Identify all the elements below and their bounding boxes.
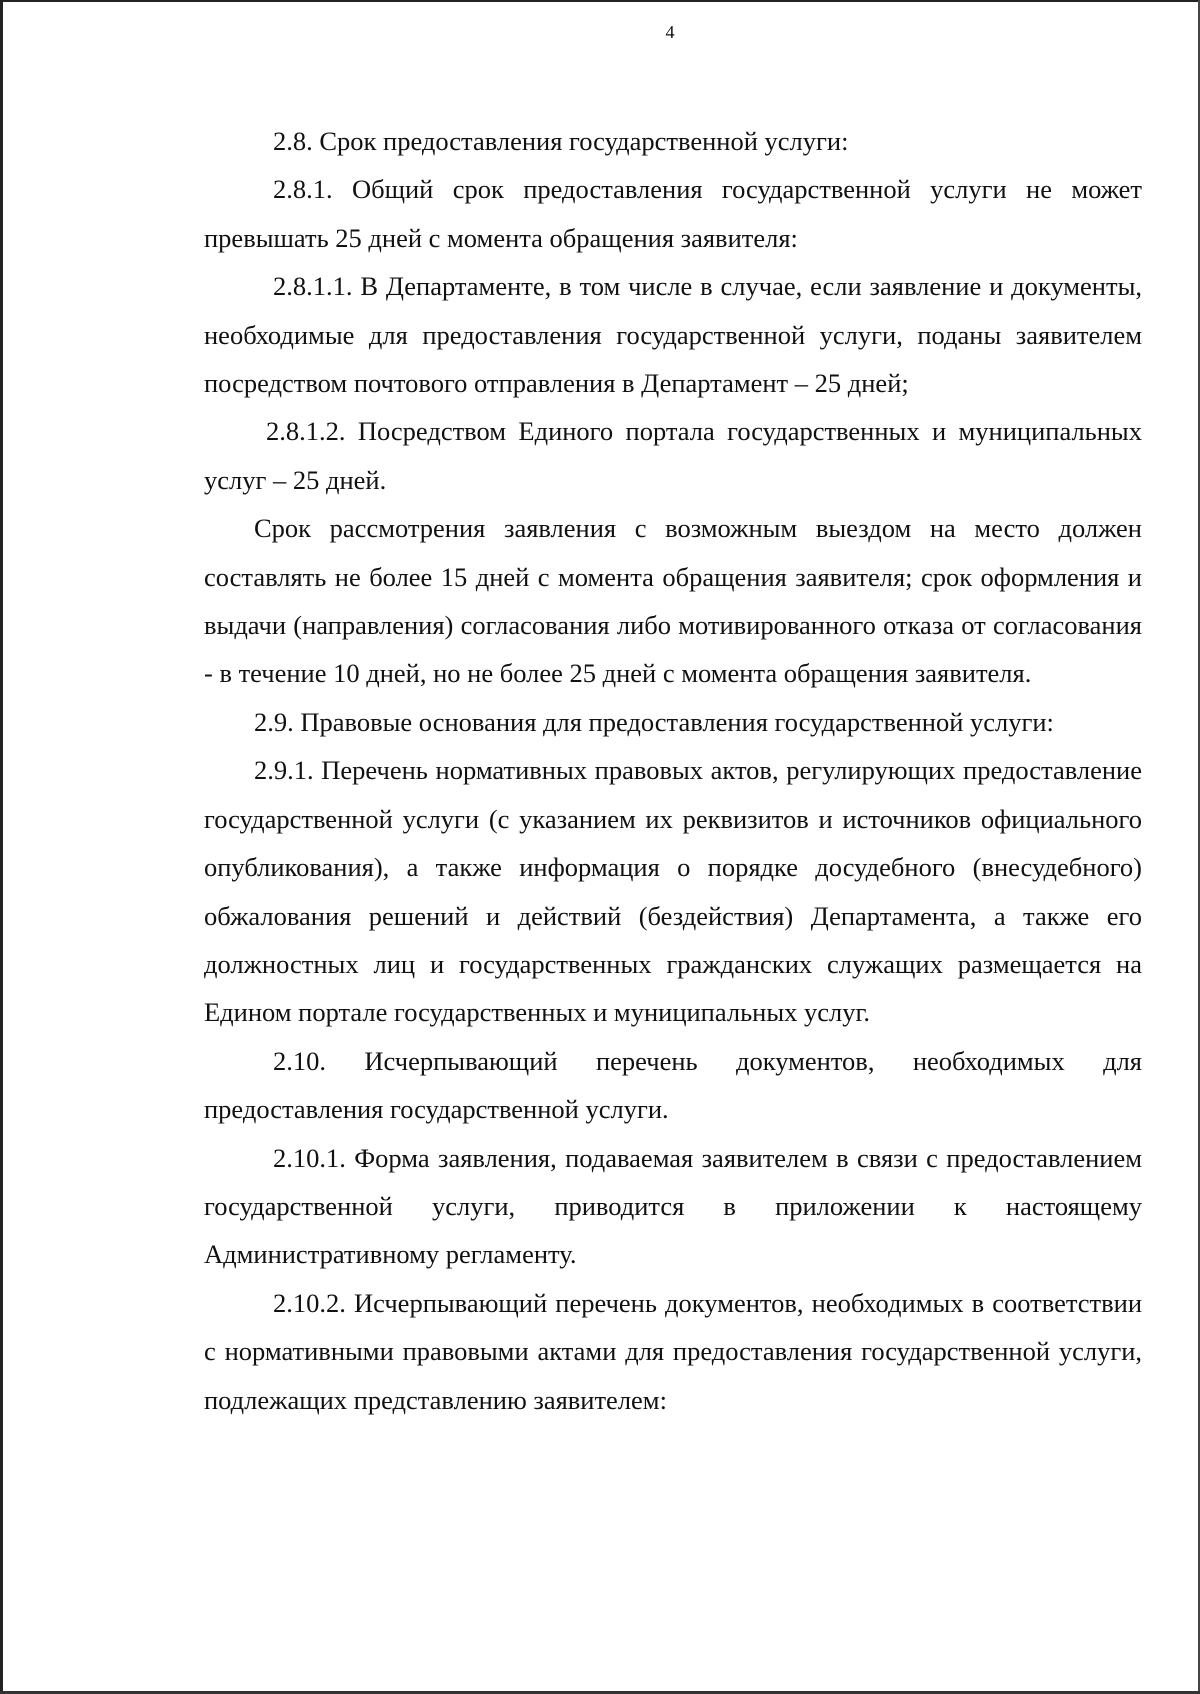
scan-edge-left: [0, 0, 3, 1694]
paragraph-2-8-1-1: 2.8.1.1. В Департаменте, в том числе в случае, если заявление и документы, необходимые для предоставления государственной услуги, поданы заявителем посредством почтового отправления в Департамент – 25 дней;: [204, 271, 1142, 399]
paragraph-2-8: 2.8. Срок предоставления государственной услуги:: [273, 126, 849, 156]
paragraph-2-10: 2.10. Исчерпывающий перечень документов, необходимых для предоставления государственной услуги.: [204, 1045, 1142, 1125]
paragraph-review-term: Срок рассмотрения заявления с возможным выездом на место должен составлять не более 15 дней с момента обращения заявителя; срок оформления и выдачи (направления) согласования либо мотивированного отказа от согласования - в течение 10 дней, но не более 25 дней с момента обращения заявителя.: [204, 513, 1142, 689]
scan-edge-top: [0, 0, 1200, 2]
paragraph-2-10-1: 2.10.1. Форма заявления, подаваемая заявителем в связи с предоставлением государственной услуги, приводится в приложении к настоящему Административному регламенту.: [204, 1142, 1142, 1270]
page-number: 4: [665, 22, 675, 42]
paragraph-2-9: 2.9. Правовые основания для предоставления государственной услуги:: [254, 706, 1054, 737]
paragraph-2-9-1: 2.9.1. Перечень нормативных правовых актов, регулирующих предоставление государственной услуги (с указанием их реквизитов и источников официального опубликования), а также информация о порядке досудебного (внесудебного) обжалования решений и действий (бездействия) Департамента, а также его должностных лиц и государственных гражданских служащих размещается на Едином портале государственных и муниципальных услуг.: [204, 755, 1142, 1028]
paragraph-2-10-2: 2.10.2. Исчерпывающий перечень документов, необходимых в соответствии с нормативными правовыми актами для предоставления государственной услуги, подлежащих представлению заявителем:: [204, 1287, 1142, 1415]
document-body: [204, 117, 1142, 1424]
paragraph-2-8-1-2: 2.8.1.2. Посредством Единого портала государственных и муниципальных услуг – 25 дней.: [204, 416, 1142, 495]
paragraph-2-8-1: 2.8.1. Общий срок предоставления государственной услуги не может превышать 25 дней с момента обращения заявителя:: [204, 174, 1142, 253]
